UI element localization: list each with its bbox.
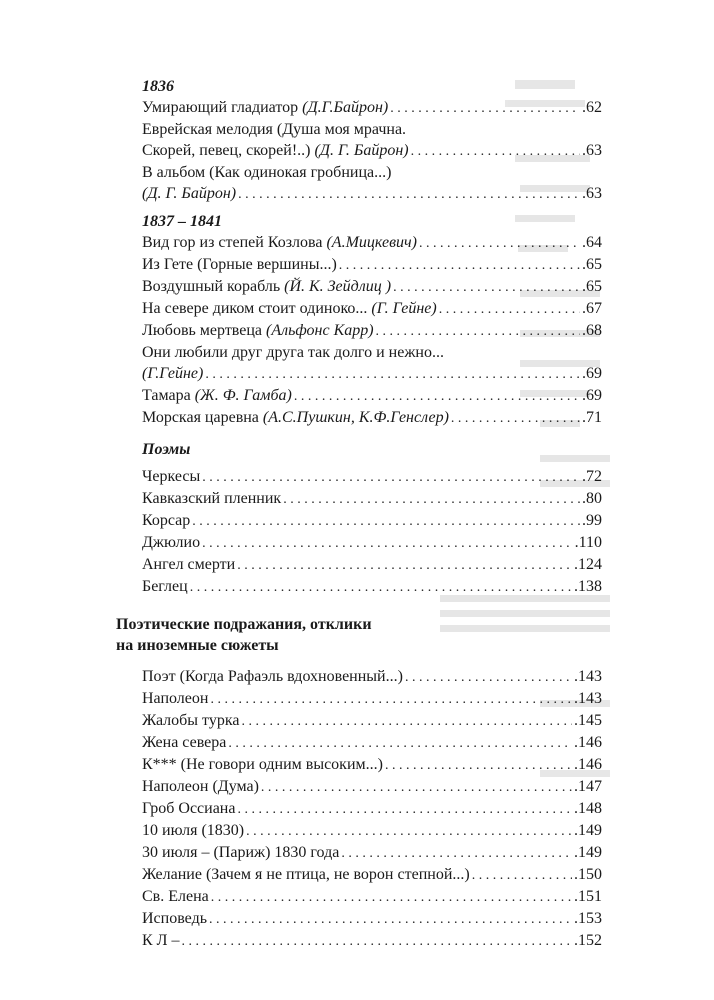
toc-entry[interactable]: Умирающий гладиатор (Д.Г.Байрон) . . . .62 bbox=[142, 97, 602, 119]
entry-title: К*** (Не говори одним высоким...) bbox=[142, 756, 383, 773]
page-number: .146 bbox=[574, 756, 602, 773]
toc-entry[interactable] bbox=[142, 710, 602, 732]
toc-entry[interactable] bbox=[142, 688, 602, 710]
entry-title: Джюлио bbox=[142, 534, 201, 551]
page-number: .65 bbox=[582, 278, 602, 295]
toc-entry[interactable] bbox=[142, 466, 602, 488]
toc-entry[interactable]: (Д. Г. Байрон) . . . .63 bbox=[142, 183, 602, 205]
toc-entry[interactable] bbox=[142, 732, 602, 754]
entry-title: Желание (Зачем я не птица, не ворон степной...) bbox=[142, 866, 470, 883]
entry-title: Поэт (Когда Рафаэль вдохновенный...) bbox=[142, 668, 403, 685]
page-number: .148 bbox=[574, 800, 602, 817]
toc-entry[interactable]: На севере диком стоит одиноко... (Г. Гейне) . . . .67 bbox=[142, 298, 602, 320]
section-heading-1836: 1836 bbox=[142, 78, 174, 95]
entry-title: Исповедь bbox=[142, 910, 208, 927]
page-number: .153 bbox=[574, 910, 602, 927]
page-number: .149 bbox=[574, 844, 602, 861]
page-number: .68 bbox=[582, 322, 602, 339]
toc-entry[interactable]: Любовь мертвеца (Альфонс Карр) . . . .68 bbox=[142, 320, 602, 342]
section-heading-poems: Поэмы bbox=[142, 441, 191, 458]
toc-entry[interactable] bbox=[142, 488, 602, 510]
toc-entry[interactable] bbox=[142, 532, 602, 554]
page-number: .80 bbox=[582, 490, 602, 507]
entry-title: Ангел смерти bbox=[142, 556, 236, 573]
page-number: .62 bbox=[582, 99, 602, 116]
page-number: .152 bbox=[574, 932, 602, 949]
entry-title: Жалобы турка bbox=[142, 712, 240, 729]
page-number: .110 bbox=[574, 534, 602, 551]
toc-entry[interactable]: Вид гор из степей Козлова (А.Мицкевич) . . . .64 bbox=[142, 232, 602, 254]
toc-entry-line[interactable]: В альбом (Как одинокая гробница...) bbox=[142, 164, 392, 181]
page-number: .69 bbox=[582, 365, 602, 382]
page-number: .138 bbox=[574, 578, 602, 595]
toc-entry-line[interactable]: Еврейская мелодия (Душа моя мрачна. bbox=[142, 121, 407, 138]
toc-entry[interactable] bbox=[142, 908, 602, 930]
section-heading-imitations: Поэтические подражания, отклики на иноземные сюжеты bbox=[116, 616, 372, 654]
entry-title: Наполеон (Дума) bbox=[142, 778, 259, 795]
page-number: .69 bbox=[582, 387, 602, 404]
toc-entry[interactable] bbox=[142, 554, 602, 576]
toc-entry[interactable] bbox=[142, 886, 602, 908]
toc-entry[interactable] bbox=[142, 930, 602, 952]
entry-title: Гроб Оссиана bbox=[142, 800, 236, 817]
page-number: .143 bbox=[574, 690, 602, 707]
entry-title: Черкесы bbox=[142, 468, 201, 485]
entry-title: Кавказский пленник bbox=[142, 490, 282, 507]
page-number: .147 bbox=[574, 778, 602, 795]
table-of-contents bbox=[116, 76, 602, 952]
page-number: .72 bbox=[582, 468, 602, 485]
toc-entry[interactable] bbox=[142, 798, 602, 820]
page-number: .63 bbox=[582, 142, 602, 159]
imitations-list bbox=[142, 666, 602, 952]
toc-entry[interactable]: (Г.Гейне) . . . .69 bbox=[142, 363, 602, 385]
page-number: .67 bbox=[582, 300, 602, 317]
toc-entry[interactable] bbox=[142, 576, 602, 598]
page-number: .149 bbox=[574, 822, 602, 839]
page-number: .65 bbox=[582, 256, 602, 273]
toc-entry[interactable] bbox=[142, 666, 602, 688]
page-number: .143 bbox=[574, 668, 602, 685]
toc-entry[interactable]: Скорей, певец, скорей!..) (Д. Г. Байрон) . . . .63 bbox=[142, 140, 602, 162]
page-number: .151 bbox=[574, 888, 602, 905]
page-number: .150 bbox=[574, 866, 602, 883]
toc-entry[interactable]: Морская царевна (А.С.Пушкин, К.Ф.Генслер) . . . .71 bbox=[142, 407, 602, 429]
toc-entry[interactable] bbox=[142, 754, 602, 776]
entry-title: 30 июля – (Париж) 1830 года bbox=[142, 844, 340, 861]
entry-title: Св. Елена bbox=[142, 888, 209, 905]
page-number: .64 bbox=[582, 234, 602, 251]
page-number: .99 bbox=[582, 512, 602, 529]
toc-entry[interactable]: Тамара (Ж. Ф. Гамба) . . . .69 bbox=[142, 385, 602, 407]
entry-title: Жена севера bbox=[142, 734, 227, 751]
toc-entry[interactable] bbox=[142, 510, 602, 532]
page-number: .71 bbox=[582, 409, 602, 426]
toc-entry[interactable] bbox=[142, 820, 602, 842]
entry-title: К Л – bbox=[142, 932, 180, 949]
toc-entry[interactable]: Из Гете (Горные вершины...) . . . .65 bbox=[142, 254, 602, 276]
toc-entry-line[interactable]: Они любили друг друга так долго и нежно... bbox=[142, 344, 444, 361]
page-number: .63 bbox=[582, 185, 602, 202]
page-number: .145 bbox=[574, 712, 602, 729]
entry-title: 10 июля (1830) bbox=[142, 822, 245, 839]
entry-title: Наполеон bbox=[142, 690, 209, 707]
toc-entry[interactable] bbox=[142, 864, 602, 886]
entry-title: Корсар bbox=[142, 512, 191, 529]
poems-list bbox=[142, 466, 602, 598]
toc-entry[interactable] bbox=[142, 842, 602, 864]
entry-title: Беглец bbox=[142, 578, 188, 595]
toc-entry[interactable]: Воздушный корабль (Й. К. Зейдлиц ) . . . .65 bbox=[142, 276, 602, 298]
toc-entry[interactable] bbox=[142, 776, 602, 798]
page-number: .124 bbox=[574, 556, 602, 573]
section-heading-1837-1841: 1837 – 1841 bbox=[142, 213, 222, 230]
page-number: .146 bbox=[574, 734, 602, 751]
